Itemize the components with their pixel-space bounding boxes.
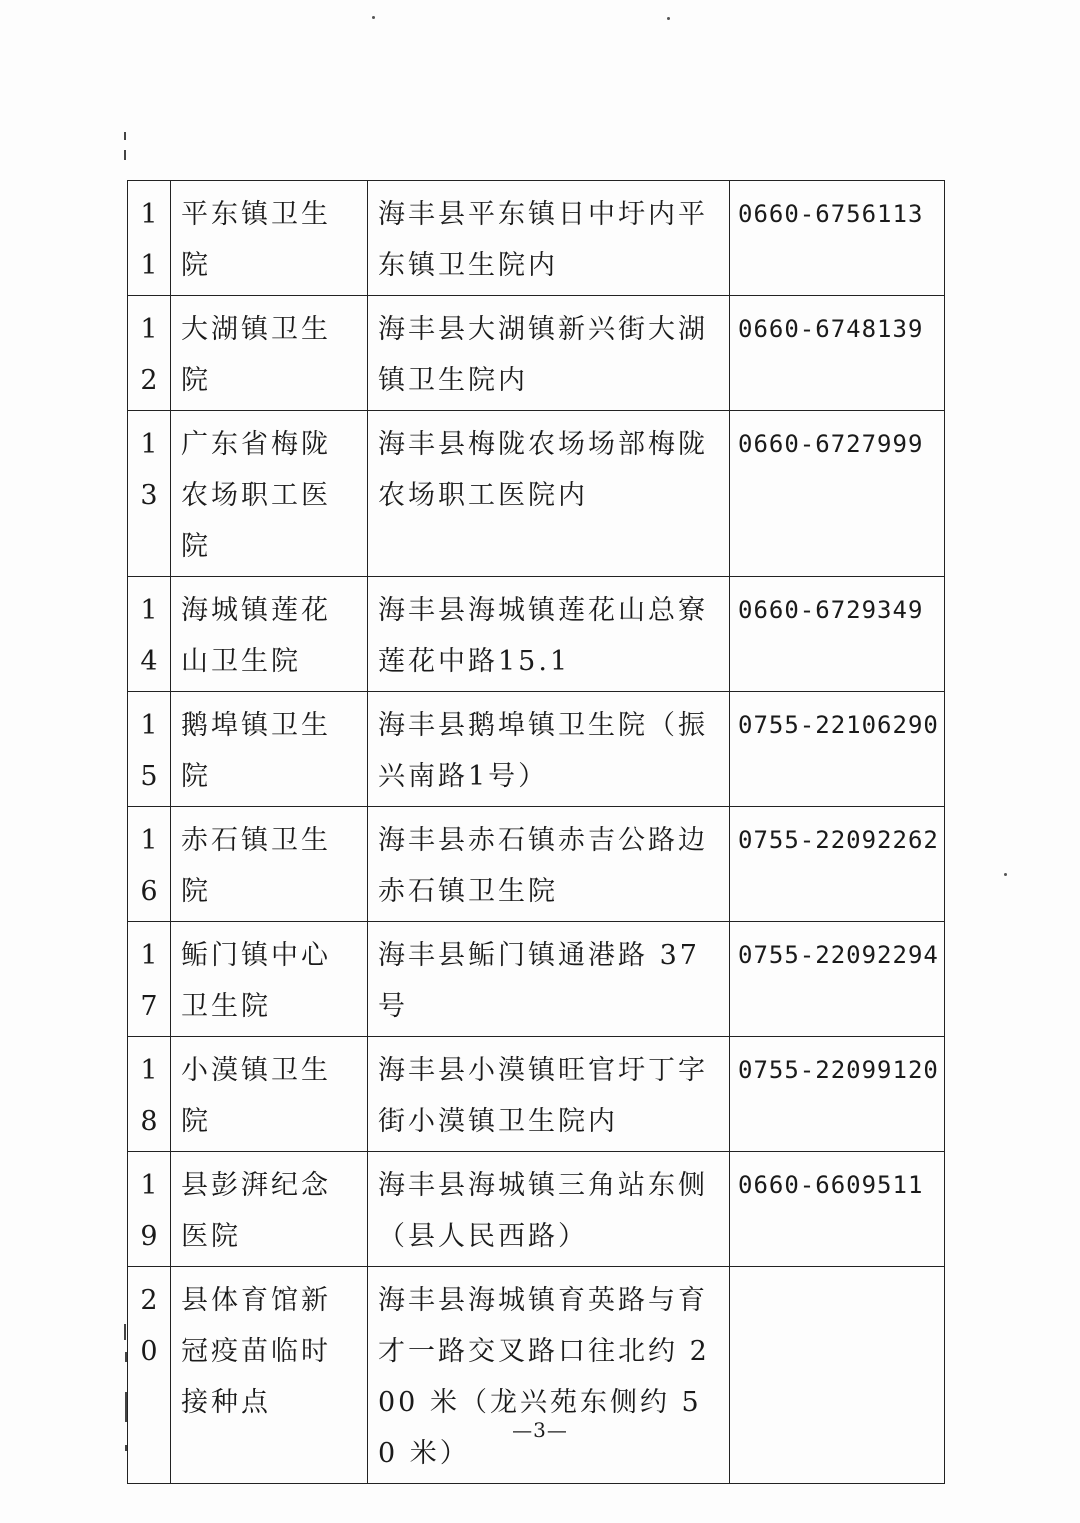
site-phone: 0660-6609511 [730, 1152, 945, 1267]
scan-mark [124, 132, 126, 140]
row-number: 11 [128, 181, 171, 296]
row-number: 12 [128, 296, 171, 411]
site-name: 鹅埠镇卫生院 [171, 692, 368, 807]
site-phone: 0660-6727999 [730, 411, 945, 577]
table-row [128, 577, 945, 692]
site-name: 县体育馆新冠疫苗临时接种点 [171, 1267, 368, 1484]
scan-mark [124, 150, 126, 160]
site-phone: 0755-22099120 [730, 1037, 945, 1152]
table-row [128, 181, 945, 296]
site-name: 海城镇莲花山卫生院 [171, 577, 368, 692]
row-number: 17 [128, 922, 171, 1037]
site-address: 海丰县鲘门镇通港路 37 号 [368, 922, 730, 1037]
row-number: 16 [128, 807, 171, 922]
site-address: 海丰县梅陇农场场部梅陇农场职工医院内 [368, 411, 730, 577]
site-name: 平东镇卫生院 [171, 181, 368, 296]
row-number: 20 [128, 1267, 171, 1484]
scan-speck [1004, 873, 1007, 876]
site-name: 县彭湃纪念医院 [171, 1152, 368, 1267]
site-address: 海丰县大湖镇新兴街大湖镇卫生院内 [368, 296, 730, 411]
page-number: —3— [512, 1418, 568, 1442]
row-number: 14 [128, 577, 171, 692]
site-phone: 0660-6748139 [730, 296, 945, 411]
site-phone: 0755-22106290 [730, 692, 945, 807]
table-row [128, 1267, 945, 1484]
site-phone: 0755-22092262 [730, 807, 945, 922]
scan-mark [124, 1324, 126, 1340]
site-phone: 0755-22092294 [730, 922, 945, 1037]
site-phone: 0660-6756113 [730, 181, 945, 296]
site-address: 海丰县小漠镇旺官圩丁字街小漠镇卫生院内 [368, 1037, 730, 1152]
scan-speck [667, 17, 670, 20]
table-row [128, 807, 945, 922]
site-address: 海丰县鹅埠镇卫生院（振兴南路1号） [368, 692, 730, 807]
table-row [128, 296, 945, 411]
site-phone: 0660-6729349 [730, 577, 945, 692]
site-address: 海丰县平东镇日中圩内平东镇卫生院内 [368, 181, 730, 296]
row-number: 15 [128, 692, 171, 807]
site-name: 大湖镇卫生院 [171, 296, 368, 411]
site-name: 小漠镇卫生院 [171, 1037, 368, 1152]
row-number: 13 [128, 411, 171, 577]
table-row [128, 1037, 945, 1152]
table-row [128, 1152, 945, 1267]
vaccination-sites-table [127, 180, 945, 1484]
site-phone [730, 1267, 945, 1484]
row-number: 19 [128, 1152, 171, 1267]
site-name: 赤石镇卫生院 [171, 807, 368, 922]
site-name: 鲘门镇中心卫生院 [171, 922, 368, 1037]
scan-speck [372, 16, 375, 19]
table-row [128, 692, 945, 807]
site-address: 海丰县赤石镇赤吉公路边赤石镇卫生院 [368, 807, 730, 922]
site-address: 海丰县海城镇莲花山总寮莲花中路15.1 [368, 577, 730, 692]
site-address: 海丰县海城镇育英路与育才一路交叉路口往北约 200 米（龙兴苑东侧约 50 米） [368, 1267, 730, 1484]
site-address: 海丰县海城镇三角站东侧（县人民西路） [368, 1152, 730, 1267]
table-row [128, 922, 945, 1037]
row-number: 18 [128, 1037, 171, 1152]
site-name: 广东省梅陇农场职工医院 [171, 411, 368, 577]
table-row [128, 411, 945, 577]
